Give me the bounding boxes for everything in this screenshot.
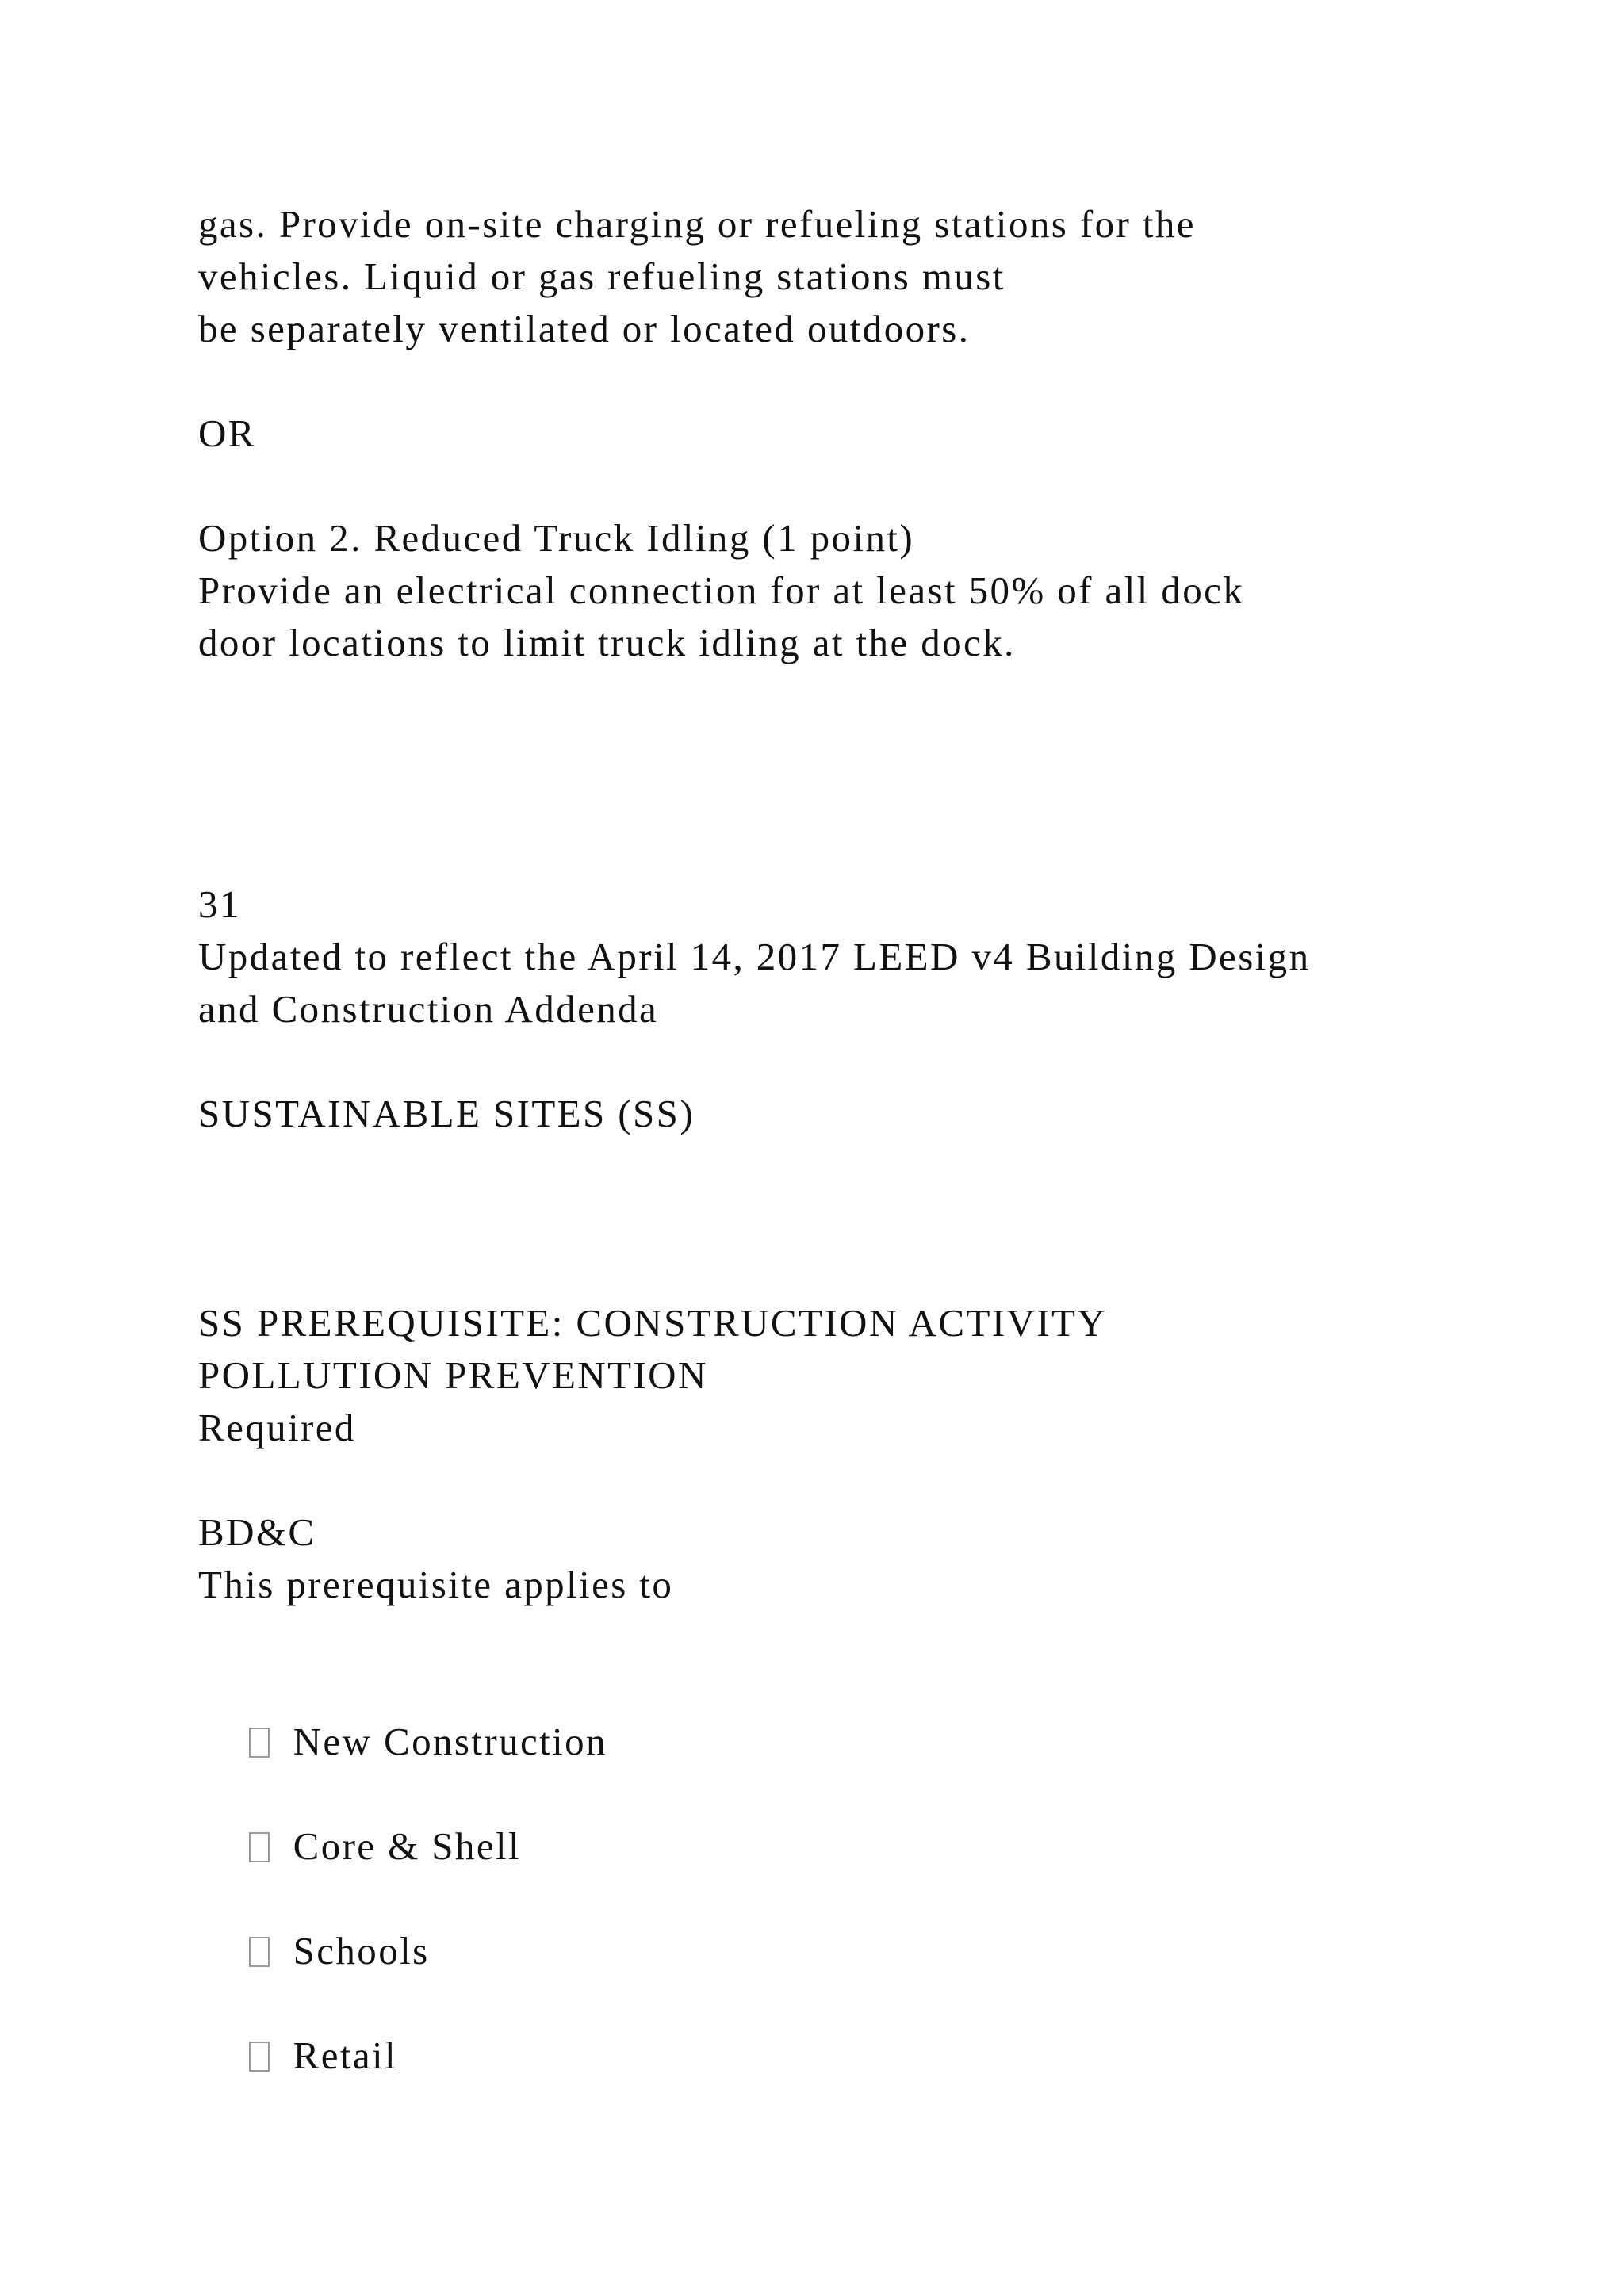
or-separator: OR: [198, 411, 256, 455]
missing-glyph-bullet-icon: [249, 1937, 270, 1967]
page-number: 31: [198, 882, 241, 926]
option-title: Option 2. Reduced Truck Idling (1 point): [198, 516, 915, 560]
missing-glyph-bullet-icon: [249, 1728, 270, 1758]
list-item-label: Core & Shell: [293, 1824, 521, 1868]
missing-glyph-bullet-icon: [249, 1832, 270, 1862]
paragraph-line: vehicles. Liquid or gas refueling stations must: [198, 254, 1005, 298]
list-item: [202, 1977, 397, 2134]
prerequisite-title: SS PREREQUISITE: CONSTRUCTION ACTIVITY: [198, 1301, 1108, 1345]
list-item-label: Retail: [293, 2034, 398, 2077]
section-title: SUSTAINABLE SITES (SS): [198, 1092, 695, 1135]
applies-to-label: This prerequisite applies to: [198, 1563, 674, 1606]
paragraph-line: Provide an electrical connection for at least 50% of all dock: [198, 568, 1245, 612]
paragraph-line: be separately ventilated or located outdoors.: [198, 307, 971, 350]
prerequisite-title: POLLUTION PREVENTION: [198, 1353, 708, 1397]
update-note-line: and Construction Addenda: [198, 987, 659, 1031]
paragraph-line: door locations to limit truck idling at the dock.: [198, 621, 1016, 664]
prerequisite-status: Required: [198, 1406, 356, 1449]
missing-glyph-bullet-icon: [249, 2042, 270, 2072]
paragraph-line: gas. Provide on-site charging or refueling stations for the: [198, 202, 1196, 246]
rating-system-label: BD&C: [198, 1510, 316, 1554]
list-item-label: New Construction: [293, 1720, 607, 1763]
list-item-label: Schools: [293, 1929, 430, 1973]
update-note-line: Updated to reflect the April 14, 2017 LEED v4 Building Design: [198, 935, 1311, 978]
